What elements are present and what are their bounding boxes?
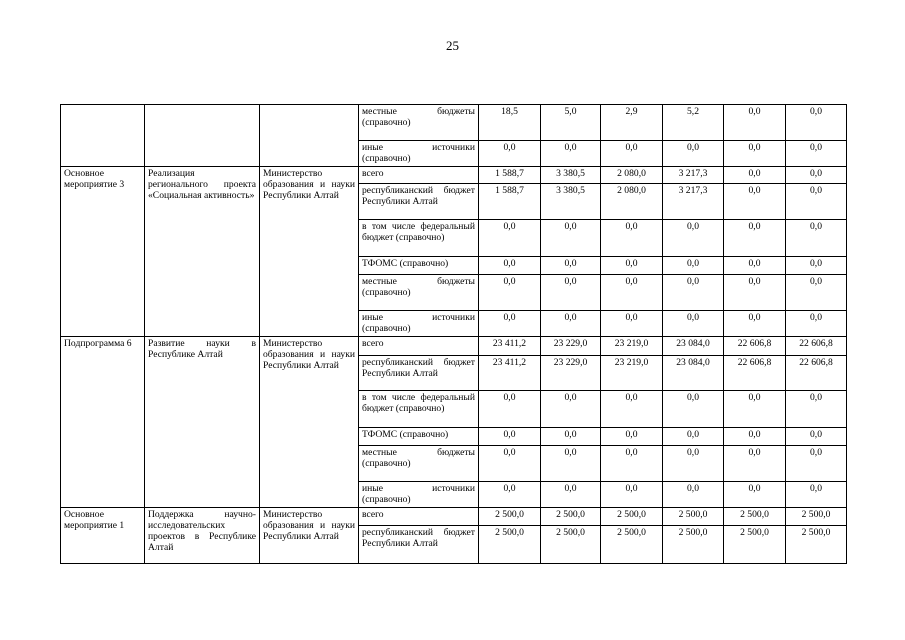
amount-cell: 3 380,5 (541, 184, 601, 220)
amount-cell: 2 500,0 (541, 526, 601, 564)
amount-cell: 0,0 (786, 428, 847, 446)
funding-source: ТФОМС (справочно) (359, 257, 479, 275)
amount-cell: 23 229,0 (541, 356, 601, 391)
amount-cell: 0,0 (601, 220, 663, 257)
amount-cell: 0,0 (479, 311, 541, 337)
amount-cell: 0,0 (724, 482, 786, 508)
amount-cell: 0,0 (479, 446, 541, 482)
amount-cell: 0,0 (479, 257, 541, 275)
amount-cell: 0,0 (541, 311, 601, 337)
funding-source: всего (359, 167, 479, 184)
amount-cell: 0,0 (541, 391, 601, 428)
block-label (61, 105, 145, 167)
amount-cell: 0,0 (724, 220, 786, 257)
amount-cell: 0,0 (541, 257, 601, 275)
funding-source: всего (359, 337, 479, 356)
funding-source: иные источники (справочно) (359, 311, 479, 337)
amount-cell: 2 500,0 (724, 526, 786, 564)
block-executor: Министерство образования и науки Республики Алтай (260, 508, 359, 564)
amount-cell: 0,0 (724, 141, 786, 167)
amount-cell: 0,0 (724, 275, 786, 311)
amount-cell: 0,0 (724, 391, 786, 428)
amount-cell: 0,0 (724, 257, 786, 275)
funding-source: местные бюджеты (справочно) (359, 105, 479, 141)
amount-cell: 0,0 (786, 257, 847, 275)
block-name (145, 105, 260, 167)
amount-cell: 1 588,7 (479, 184, 541, 220)
amount-cell: 0,0 (786, 167, 847, 184)
amount-cell: 0,0 (663, 391, 724, 428)
amount-cell: 22 606,8 (786, 356, 847, 391)
block-name: Развитие науки в Республике Алтай (145, 337, 260, 508)
amount-cell: 0,0 (541, 446, 601, 482)
funding-source: местные бюджеты (справочно) (359, 275, 479, 311)
funding-source: местные бюджеты (справочно) (359, 446, 479, 482)
amount-cell: 3 380,5 (541, 167, 601, 184)
amount-cell: 5,2 (663, 105, 724, 141)
amount-cell: 2 500,0 (541, 508, 601, 526)
block-label: Подпрограмма 6 (61, 337, 145, 508)
block-name: Поддержка научно-исследовательских проектов в Республике Алтай (145, 508, 260, 564)
amount-cell: 2 500,0 (479, 508, 541, 526)
amount-cell: 23 411,2 (479, 337, 541, 356)
funding-source: в том числе федеральный бюджет (справочно) (359, 220, 479, 257)
amount-cell: 23 411,2 (479, 356, 541, 391)
amount-cell: 1 588,7 (479, 167, 541, 184)
amount-cell: 22 606,8 (724, 356, 786, 391)
table-row (61, 508, 847, 526)
amount-cell: 0,0 (601, 275, 663, 311)
amount-cell: 0,0 (663, 311, 724, 337)
amount-cell: 0,0 (479, 482, 541, 508)
amount-cell: 0,0 (479, 428, 541, 446)
funding-source: иные источники (справочно) (359, 141, 479, 167)
amount-cell: 2 500,0 (601, 508, 663, 526)
amount-cell: 18,5 (479, 105, 541, 141)
amount-cell: 2 500,0 (479, 526, 541, 564)
amount-cell: 0,0 (663, 141, 724, 167)
block-executor: Министерство образования и науки Республики Алтай (260, 167, 359, 337)
amount-cell: 0,0 (601, 482, 663, 508)
amount-cell: 0,0 (663, 257, 724, 275)
funding-source: в том числе федеральный бюджет (справочно) (359, 391, 479, 428)
amount-cell: 2 500,0 (786, 526, 847, 564)
amount-cell: 0,0 (663, 446, 724, 482)
amount-cell: 0,0 (601, 391, 663, 428)
amount-cell: 0,0 (786, 184, 847, 220)
table-row (61, 105, 847, 141)
amount-cell: 0,0 (724, 105, 786, 141)
amount-cell: 0,0 (786, 105, 847, 141)
amount-cell: 0,0 (724, 184, 786, 220)
amount-cell: 23 219,0 (601, 356, 663, 391)
amount-cell: 3 217,3 (663, 184, 724, 220)
amount-cell: 0,0 (786, 311, 847, 337)
amount-cell: 0,0 (479, 220, 541, 257)
table-row (61, 167, 847, 184)
amount-cell: 0,0 (786, 391, 847, 428)
amount-cell: 0,0 (724, 446, 786, 482)
amount-cell: 0,0 (541, 482, 601, 508)
funding-source: ТФОМС (справочно) (359, 428, 479, 446)
amount-cell: 0,0 (663, 428, 724, 446)
amount-cell: 0,0 (663, 220, 724, 257)
amount-cell: 2 500,0 (601, 526, 663, 564)
amount-cell: 0,0 (663, 482, 724, 508)
amount-cell: 2 500,0 (663, 526, 724, 564)
amount-cell: 0,0 (786, 141, 847, 167)
amount-cell: 0,0 (786, 482, 847, 508)
amount-cell: 0,0 (601, 141, 663, 167)
amount-cell: 0,0 (786, 446, 847, 482)
amount-cell: 2 500,0 (786, 508, 847, 526)
amount-cell: 0,0 (601, 257, 663, 275)
funding-source: иные источники (справочно) (359, 482, 479, 508)
amount-cell: 23 219,0 (601, 337, 663, 356)
amount-cell: 0,0 (601, 446, 663, 482)
funding-source: республиканский бюджет Республики Алтай (359, 356, 479, 391)
amount-cell: 2 500,0 (724, 508, 786, 526)
amount-cell: 0,0 (724, 311, 786, 337)
amount-cell: 0,0 (724, 428, 786, 446)
amount-cell: 0,0 (786, 275, 847, 311)
amount-cell: 5,0 (541, 105, 601, 141)
block-executor (260, 105, 359, 167)
amount-cell: 0,0 (786, 220, 847, 257)
amount-cell: 23 084,0 (663, 356, 724, 391)
amount-cell: 0,0 (663, 275, 724, 311)
budget-table (60, 104, 847, 564)
amount-cell: 0,0 (541, 428, 601, 446)
block-label: Основное мероприятие 1 (61, 508, 145, 564)
amount-cell: 3 217,3 (663, 167, 724, 184)
funding-source: республиканский бюджет Республики Алтай (359, 184, 479, 220)
amount-cell: 0,0 (601, 311, 663, 337)
amount-cell: 0,0 (601, 428, 663, 446)
amount-cell: 23 229,0 (541, 337, 601, 356)
amount-cell: 2 080,0 (601, 184, 663, 220)
table-row (61, 337, 847, 356)
amount-cell: 0,0 (479, 391, 541, 428)
amount-cell: 22 606,8 (786, 337, 847, 356)
amount-cell: 0,0 (541, 220, 601, 257)
amount-cell: 0,0 (479, 141, 541, 167)
amount-cell: 23 084,0 (663, 337, 724, 356)
page-number: 25 (446, 38, 459, 53)
amount-cell: 2 080,0 (601, 167, 663, 184)
funding-source: всего (359, 508, 479, 526)
amount-cell: 2 500,0 (663, 508, 724, 526)
amount-cell: 0,0 (541, 141, 601, 167)
amount-cell: 22 606,8 (724, 337, 786, 356)
amount-cell: 2,9 (601, 105, 663, 141)
block-name: Реализация регионального проекта «Социальная активность» (145, 167, 260, 337)
funding-source: республиканский бюджет Республики Алтай (359, 526, 479, 564)
amount-cell: 0,0 (724, 167, 786, 184)
block-label: Основное мероприятие 3 (61, 167, 145, 337)
amount-cell: 0,0 (479, 275, 541, 311)
block-executor: Министерство образования и науки Республики Алтай (260, 337, 359, 508)
amount-cell: 0,0 (541, 275, 601, 311)
